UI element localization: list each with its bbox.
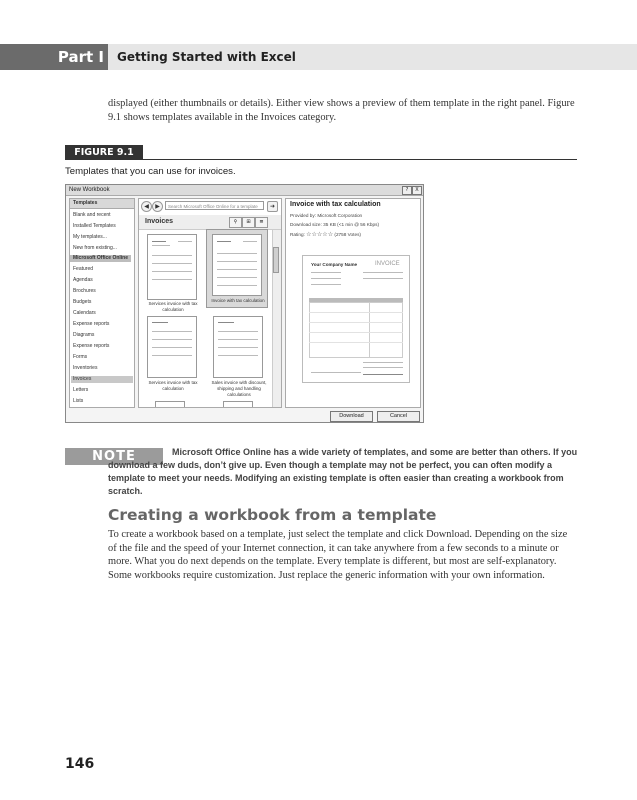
tpl-item-calendars[interactable]: Calendars [73, 310, 96, 316]
tpl-item-my-templates[interactable]: My templates... [73, 234, 107, 240]
templates-header: Templates [73, 200, 98, 206]
tpl-item-letters[interactable]: Letters [73, 387, 89, 393]
tpl-item-new-existing[interactable]: New from existing... [73, 245, 117, 251]
section-heading: Creating a workbook from a template [108, 506, 437, 524]
provided-by: Provided by: Microsoft Corporation [290, 213, 363, 218]
rating-votes: (2758 Votes) [334, 232, 361, 237]
chapter-title: Getting Started with Excel [117, 50, 296, 64]
thumbnail-caption-3: Services invoice with tax calculation [148, 380, 198, 391]
category-title: Invoices [145, 218, 174, 225]
templates-panel [69, 198, 135, 408]
go-arrow-icon[interactable]: ➜ [267, 201, 278, 212]
tpl-item-diagrams[interactable]: Diagrams [73, 332, 95, 338]
figure-label: FIGURE 9.1 [65, 145, 143, 160]
preview-company: Your Company Name [311, 262, 358, 267]
cancel-button[interactable]: Cancel [377, 411, 420, 422]
tpl-item-inventories[interactable]: Inventories [73, 365, 98, 371]
template-thumbnail-1[interactable] [147, 234, 197, 300]
close-button[interactable]: X [412, 186, 422, 195]
star-rating-icon[interactable]: ☆☆☆☆☆ [306, 232, 334, 238]
tpl-item-expense-1[interactable]: Expense reports [73, 321, 110, 327]
template-thumbnail-6[interactable] [223, 401, 253, 408]
dialog-title: New Workbook [69, 187, 110, 193]
template-gallery [138, 198, 282, 408]
tpl-item-installed[interactable]: Installed Templates [73, 223, 116, 229]
tpl-item-office-online[interactable]: Microsoft Office Online [70, 255, 131, 262]
rating-label: Rating: [290, 232, 305, 237]
preview-title: Invoice with tax calculation [290, 201, 381, 208]
thumbnail-view-icon[interactable]: ⊞ [242, 217, 255, 228]
note-label: NOTE [92, 449, 136, 464]
tpl-item-invoices[interactable]: Invoices [71, 376, 133, 383]
download-button[interactable]: Download [330, 411, 373, 422]
tpl-item-blank[interactable]: Blank and recent [73, 212, 111, 218]
thumbnail-caption-2: Invoice with tax calculation [211, 298, 265, 303]
thumbnail-caption-1: Services invoice with tax calculation [148, 301, 198, 312]
tpl-item-agendas[interactable]: Agendas [73, 277, 93, 283]
part-label: Part I [57, 48, 104, 66]
invoice-preview [302, 255, 410, 383]
figure-caption: Templates that you can use for invoices. [65, 166, 236, 177]
figure-rule [65, 159, 577, 160]
tpl-item-brochures[interactable]: Brochures [73, 288, 96, 294]
template-thumbnail-4[interactable] [213, 316, 263, 378]
back-icon[interactable]: ◀ [141, 201, 152, 212]
forward-icon[interactable]: ▶ [152, 201, 163, 212]
detail-view-icon[interactable]: ≣ [255, 217, 268, 228]
gallery-scroll-thumb[interactable] [273, 247, 279, 273]
download-size: Download size: 35 KB (<1 min @ 56 Kbps) [290, 222, 380, 227]
tpl-item-lists[interactable]: Lists [73, 398, 84, 404]
page-number: 146 [65, 756, 95, 772]
search-input[interactable]: Search Microsoft Office Online for a template [165, 201, 264, 210]
thumbnail-caption-4: Sales invoice with discount, shipping and handling calculations [211, 380, 267, 397]
tpl-item-expense-2[interactable]: Expense reports [73, 343, 110, 349]
template-thumbnail-3[interactable] [147, 316, 197, 378]
new-workbook-dialog [65, 184, 424, 423]
rating-row [290, 231, 361, 238]
search-view-icon[interactable]: ⚲ [229, 217, 242, 228]
tpl-item-forms[interactable]: Forms [73, 354, 88, 360]
template-thumbnail-2-selected[interactable] [206, 229, 268, 308]
note-text: Microsoft Office Online has a wide variety of templates, and some are better than others. If you download a few duds, don’t give up. Even though a template may not be perfect, you can often modify a template to meet your needs. Modifying an existing template is often easier than creating a workbook from scratch. [108, 447, 578, 496]
section-body: To create a workbook based on a template, just select the template and click Download. Depending on the size of the file and the speed of your Internet connection, it can take anywhere from a few seconds to a minute or more. What you do next depends on the template. Every template is different, but most are self-explanatory. Some workbooks require customization. Just replace the generic information with your own information. [108, 529, 568, 581]
intro-paragraph: displayed (either thumbnails or details). Either view shows a preview of them template in the right panel. Figure 9.1 shows templates available in the Invoices category. [108, 98, 575, 123]
nav-bar [141, 201, 279, 211]
template-thumbnail-5[interactable] [155, 401, 185, 408]
help-button[interactable]: ? [402, 186, 412, 195]
preview-panel [285, 198, 421, 408]
tpl-item-featured[interactable]: Featured [73, 266, 94, 272]
tpl-item-budgets[interactable]: Budgets [73, 299, 92, 305]
dialog-titlebar [66, 185, 423, 196]
preview-heading: INVOICE [375, 261, 400, 267]
